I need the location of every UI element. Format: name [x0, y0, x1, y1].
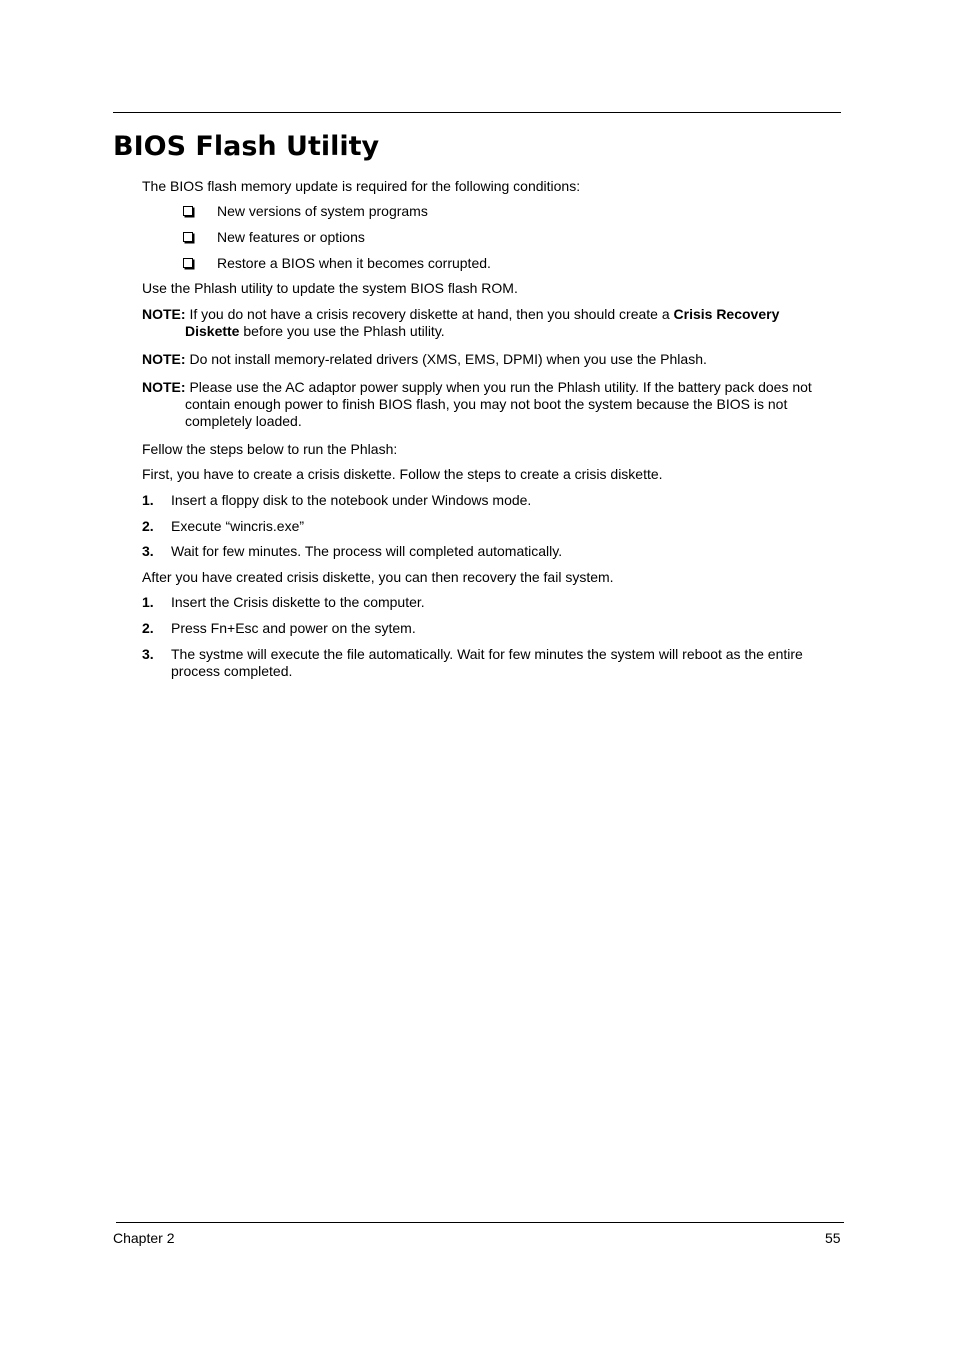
- first-text: First, you have to create a crisis diskette. Follow the steps to create a crisis diskette.: [142, 466, 663, 482]
- note-3-line-2: contain enough power to finish BIOS flash, you may not boot the system because the BIOS is not: [185, 396, 788, 412]
- condition-item: [183, 255, 193, 273]
- step-text: Wait for few minutes. The process will completed automatically.: [171, 543, 563, 559]
- step-number: 3.: [142, 543, 154, 559]
- footer-rule: [116, 1222, 844, 1223]
- note-text: If you do not have a crisis recovery diskette at hand, then you should create a: [189, 306, 670, 322]
- step-number: 1.: [142, 492, 154, 508]
- note-3-line-3: completely loaded.: [185, 413, 302, 429]
- step-number: 2.: [142, 620, 154, 636]
- step-text: Insert the Crisis diskette to the computer.: [171, 594, 425, 610]
- step-text: Execute “wincris.exe”: [171, 518, 305, 534]
- note-label: NOTE:: [142, 306, 186, 322]
- header-rule: [113, 112, 841, 113]
- condition-label: New versions of system programs: [217, 203, 428, 219]
- note-bold-text: Crisis Recovery: [673, 306, 780, 322]
- note-text: Please use the AC adaptor power supply when you run the Phlash utility. If the battery pack does not: [189, 379, 812, 395]
- checkbox-bullet-icon: [183, 206, 193, 216]
- condition-item: [183, 203, 193, 221]
- note-bold-text: Diskette: [185, 323, 240, 339]
- checkbox-bullet-icon: [183, 232, 193, 242]
- intro-text: The BIOS flash memory update is required for the following conditions:: [142, 178, 581, 194]
- step-number: 2.: [142, 518, 154, 534]
- note-2: [142, 351, 707, 368]
- note-text: Do not install memory-related drivers (XMS, EMS, DPMI) when you use the Phlash.: [189, 351, 707, 367]
- step-text: The systme will execute the file automatically. Wait for few minutes the system will reboot as the entire: [171, 646, 803, 662]
- note-3-line-1: [142, 379, 812, 396]
- page-title: BIOS Flash Utility: [113, 131, 380, 162]
- note-label: NOTE:: [142, 351, 186, 367]
- use-text: Use the Phlash utility to update the system BIOS flash ROM.: [142, 280, 518, 296]
- step-text: Insert a floppy disk to the notebook under Windows mode.: [171, 492, 532, 508]
- condition-label: New features or options: [217, 229, 365, 245]
- step-text-continued: process completed.: [171, 663, 293, 679]
- checkbox-bullet-icon: [183, 258, 193, 268]
- condition-item: [183, 229, 193, 247]
- step-number: 1.: [142, 594, 154, 610]
- note-text: before you use the Phlash utility.: [243, 323, 445, 339]
- condition-label: Restore a BIOS when it becomes corrupted.: [217, 255, 491, 271]
- step-number: 3.: [142, 646, 154, 662]
- footer-page-number: 55: [825, 1230, 841, 1246]
- note-label: NOTE:: [142, 379, 186, 395]
- note-1-line-2: [185, 323, 445, 340]
- after-text: After you have created crisis diskette, you can then recovery the fail system.: [142, 569, 614, 585]
- step-text: Press Fn+Esc and power on the sytem.: [171, 620, 416, 636]
- fellow-text: Fellow the steps below to run the Phlash:: [142, 441, 398, 457]
- note-1-line-1: [142, 306, 779, 323]
- footer-chapter: Chapter 2: [113, 1230, 175, 1246]
